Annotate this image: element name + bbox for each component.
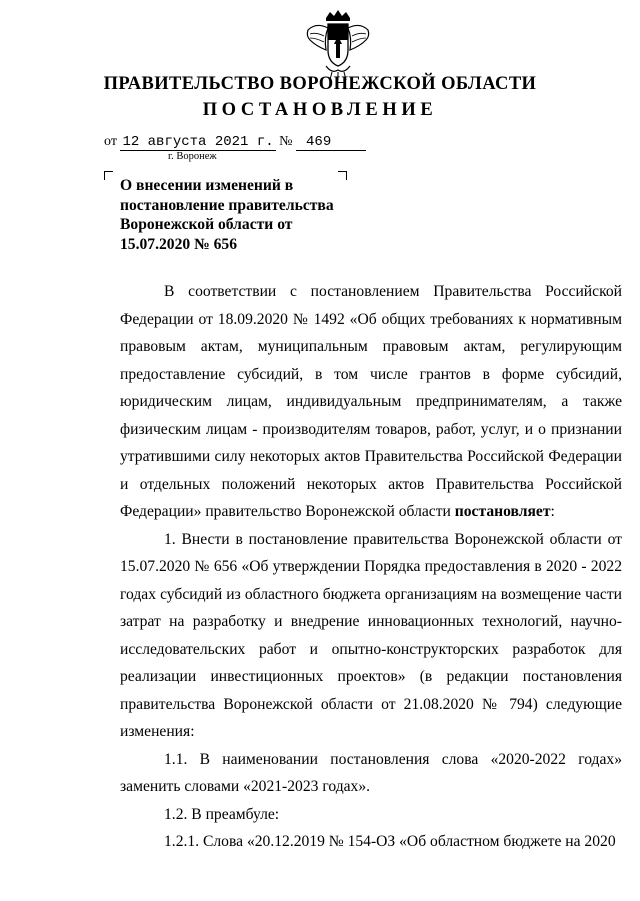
paragraph-preamble [120,278,622,526]
voronezh-coat-of-arms-icon [298,10,378,82]
preamble-text: В соответствии с постановлением Правительства Российской Федерации от 18.09.2020 № 1492 «Об общих требованиях к нормативным правовым актам, муниципальным правовым актам, регулирующим предоставление субсидий, в том числе грантов в форме субсидий, юридическим лицам, индивидуальным предпринимателям, а также физическим лицам - производителям товаров, работ, услуг, и о признании утратившими силу некоторых актов Правительства Российской Федерации и отдельных положений некоторых актов Правительства Российской Федерации» правительство Воронежской области [120,283,622,520]
paragraph-item-1-2-1: 1.2.1. Слова «20.12.2019 № 154-ОЗ «Об областном бюджете на 2020 [164,833,616,850]
number-label: № [279,134,293,149]
preamble-colon: : [550,503,555,520]
dateline [104,134,366,151]
paragraph-item-1-1: 1.1. В наименовании постановления слова «2020-2022 годах» заменить словами «2021-2023 годах». [120,750,622,795]
document-type-title: ПОСТАНОВЛЕНИЕ [202,100,438,120]
subject-bracket-left [104,171,113,180]
city-label: г. Воронеж [168,151,217,162]
resolves-keyword: постановляет [454,503,551,520]
government-title: ПРАВИТЕЛЬСТВО ВОРОНЕЖСКОЙ ОБЛАСТИ [103,74,537,94]
document-body [120,278,622,856]
document-date: 12 августа 2021 г. [122,134,274,150]
paragraph-item-1-2: 1.2. В преамбуле: [164,805,280,823]
date-from-label: от [104,134,117,149]
coat-of-arms-emblem [298,10,378,82]
paragraph-item-1: 1. Внести в постановление правительства Воронежской области от 15.07.2020 № 656 «Об утверждении Порядка предоставления в 2020 - 2022 годах субсидий из областного бюджета организациям на возмещение части затрат на разработку и внедрение инновационных технологий, научно-исследовательских работ и опытно-конструкторских разработок для реализации инвестиционных проектов» (в редакции постановления правительства Воронежской области от 21.08.2020 № 794) следующие изменения: [120,530,622,740]
document-number: 469 [296,134,366,151]
document-subject: О внесении изменений в постановление правительства Воронежской области от 15.07.2020 № 656 [120,177,334,253]
